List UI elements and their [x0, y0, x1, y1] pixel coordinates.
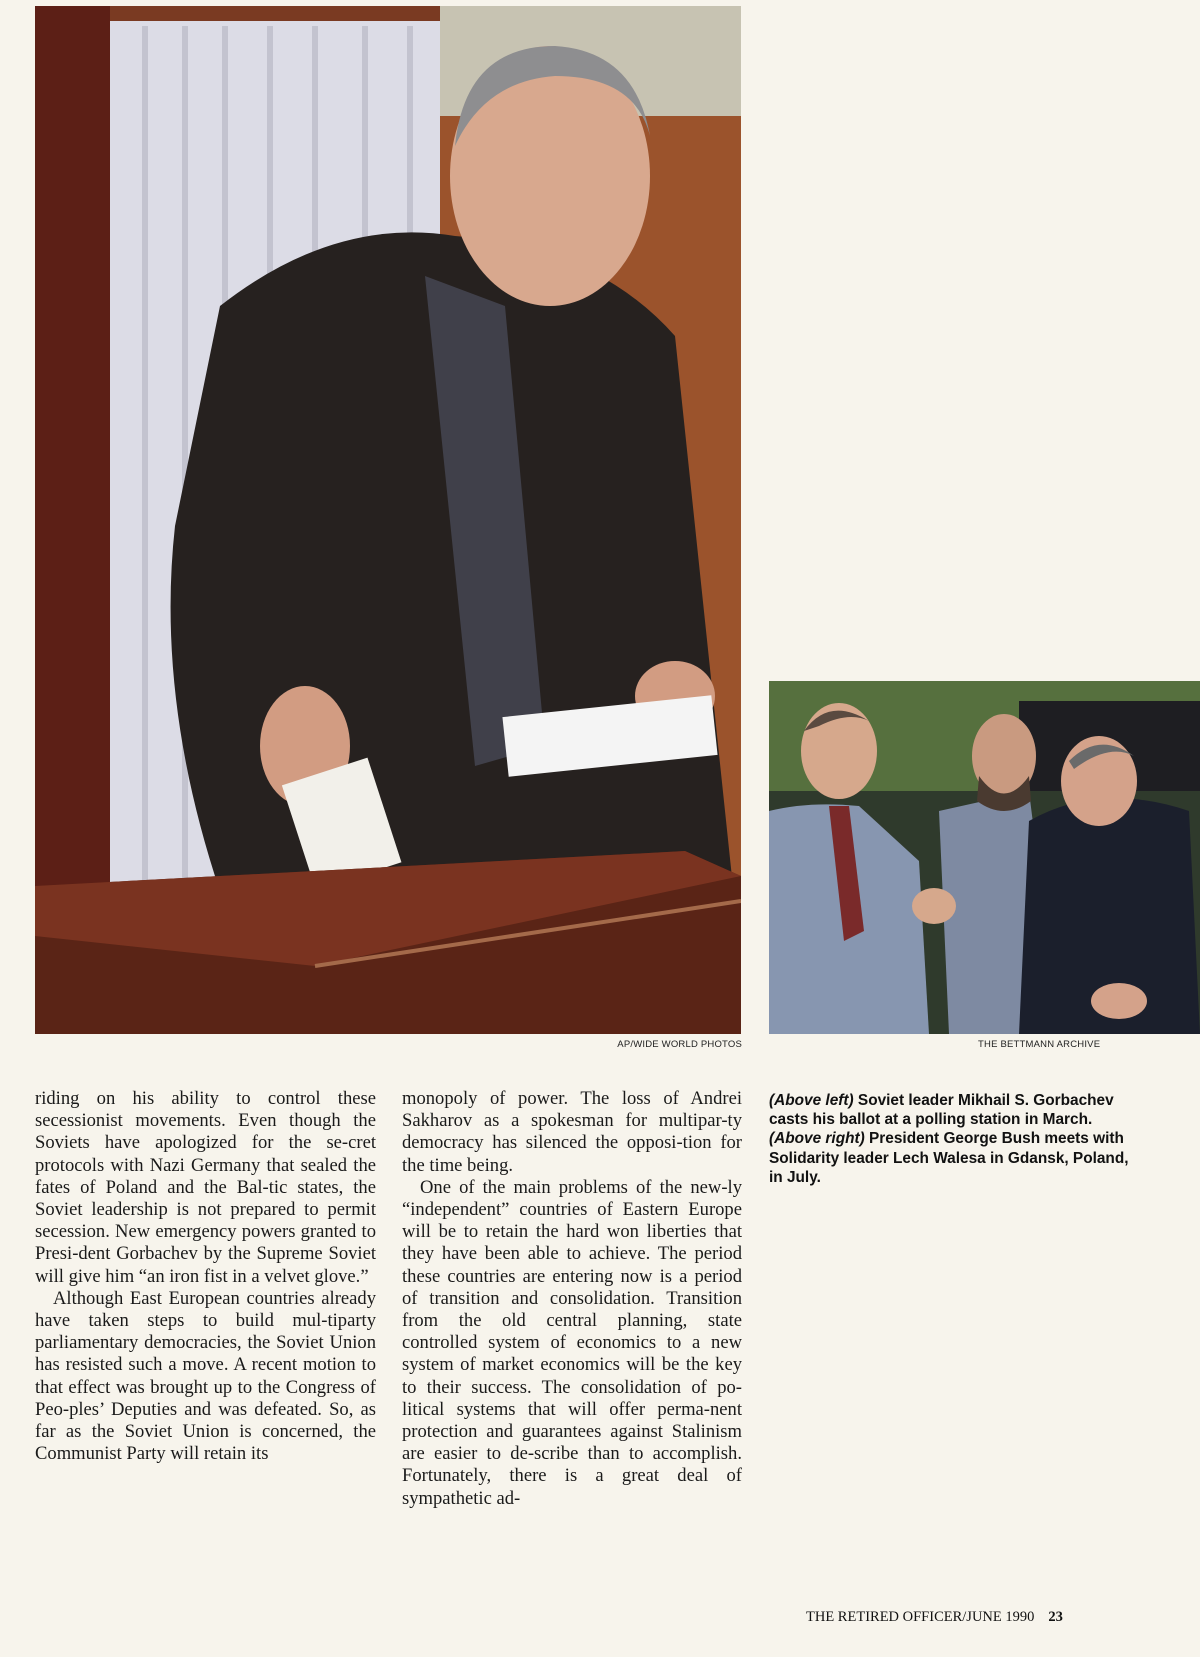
page-footer — [806, 1609, 1063, 1626]
photo-caption — [769, 1091, 1139, 1187]
page-number: 23 — [1048, 1609, 1063, 1625]
caption-label-above-right: (Above right) — [769, 1130, 865, 1148]
caption-text-right: President George Bush meets with Solidarity leader Lech Walesa in Gdansk, Poland, in July. — [769, 1130, 1129, 1186]
column1-paragraph-1: riding on his ability to control these secessionist movements. Even though the Soviets have apologized for the se-cret protocols with Nazi Germany that sealed the fates of Poland and the Bal-tic states, the Soviet leadership is not prepared to permit secession. New emergency powers granted to Presi-dent Gorbachev by the Supreme Soviet will give him “an iron fist in a velvet glove.” — [35, 1088, 376, 1287]
article-column-1 — [35, 1088, 376, 1465]
column2-paragraph-1: monopoly of power. The loss of Andrei Sakharov as a spokesman for multipar-ty democracy has silenced the opposi-tion for the time being. — [402, 1088, 742, 1176]
photo-gorbachev-illustration — [35, 6, 741, 1034]
column1-paragraph-2: Although East European countries already have taken steps to build mul-tiparty parliamentary democracies, the Soviet Union has resisted such a move. A recent motion to that effect was brought up to the Congress of Peo-ples’ Deputies and was defeated. So, as far as the Soviet Union is concerned, the Communist Party will retain its — [35, 1287, 376, 1465]
column2-paragraph-2: One of the main problems of the new-ly “independent” countries of Eastern Europe will be to retain the hard won liberties that they have been able to achieve. The period these countries are entering now is a period of transition and consolidation. Transition from the old central planning, state controlled system of economics to a new system of market economics will be the key to their success. The consolidation of po-litical systems that will offer perma-nent protection and guarantees against Stalinism are easier to de-scribe than to accomplish. Fortunately, there is a great deal of sympathetic ad- — [402, 1176, 742, 1509]
publication-line: THE RETIRED OFFICER/JUNE 1990 — [806, 1609, 1035, 1625]
photo-gorbachev-voting — [35, 6, 741, 1034]
caption-label-above-left: (Above left) — [769, 1092, 854, 1109]
photo-credit-right: THE BETTMANN ARCHIVE — [978, 1039, 1101, 1050]
photo-bush-walesa — [769, 681, 1200, 1034]
photo-bush-walesa-illustration — [769, 681, 1200, 1034]
photo-credit-left: AP/WIDE WORLD PHOTOS — [617, 1039, 742, 1050]
article-column-2 — [402, 1088, 742, 1510]
caption-text-left: Soviet leader Mikhail S. Gorbachev casts his ballot at a polling station in March. — [769, 1092, 1114, 1129]
